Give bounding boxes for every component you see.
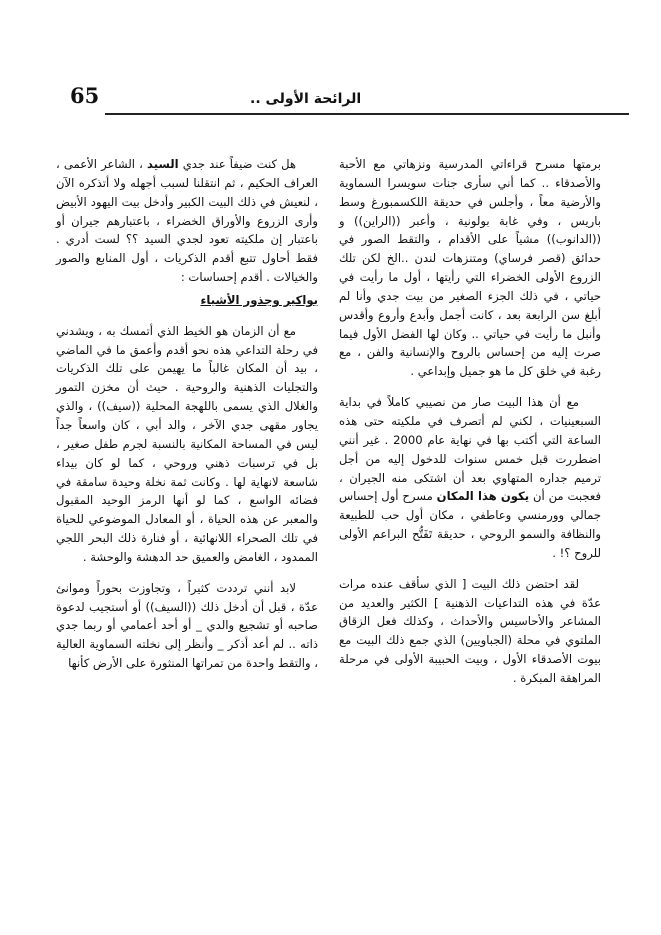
left-paragraph-2: مع أن الزمان هو الخيط الذي أتمسك به ، ويشدني في رحلة التداعي هذه نحو أقدم وأعمق ما في الماضي ، بيد أن المكان غالباً ما يهيمن على تلك الذكريات والتجليات الذهنية والروحية . حيث أن مخزن التمور والغلال الذي يسمى باللهجة المحلية ((سيف)) ، والذي يجاور مقهى جدي الآخر ، والد أبي ، كان واسعاً جداً ليس في المساحة المكانية بالنسبة لجرم طفل صغير ، بل في ترسبات ذهني وروحي ، كما لو كان بيداء شاسعة لانهاية لها . وكانت ثمة نخلة وحيدة سامقة في فضائه الواسع ، كما لو أنها الرمز الوحيد المقبول والمعبر عن هذه الحياة ، أو المعادل الموضوعي للحياة في تلك الصحراء اللانهائية ، أو فنارة ذلك البحر اللجي الممدود ، الغامض والعميق حد الدهشة والوحشة .	[56, 323, 318, 564]
right-paragraph-2	[339, 393, 601, 563]
right-column	[339, 155, 601, 688]
right-paragraph-2-text: مع أن هذا البيت صار من نصيبي كاملاً في بداية السبعينيات ، لكني لم أتصرف في ملكيته حتى هذه الساعة التي أكتب بها في نهاية عام 2000 . غير أنني اضطررت قبل خمس سنوات للدخول إليه من أجل ترميم جداره المتهاوي بعد أن اشتكى منه الجيران ، فعجبت من أن	[339, 395, 601, 504]
left-paragraph-1-text-end: ، الشاعر الأعمى ، العراف الحكيم ، ثم انتقلنا لسبب أجهله ولا أتذكره الآن ، لنعيش في ذلك البيت الكبير وأدخل بيت اليهود الأبيض وأرى الزروع والأوراق الخضراء ، باعتبارهم جيران أو باعتبار إن ملكيته تعود لجدي السيد ؟؟ لست أدري . فقط أحاول تتبع أقدم الذكريات ، أول المنابع والصور والخيالات . أقدم إحساسات :	[56, 157, 318, 285]
running-title: الرائحة الأولى ..	[250, 91, 362, 107]
section-heading: بواكير وجذور الأشياء	[200, 292, 318, 307]
left-paragraph-1-bold: السيد	[147, 157, 179, 171]
page-number: 65	[70, 83, 100, 108]
right-paragraph-1: برمتها مسرح قراءاتي المدرسية ونزهاتي مع الأحبة والأصدقاء .. كما أني سأرى جنات سويسرا السماوية والأرضية معاً ، وأجلس في حديقة اللكسمبورغ وسط باريس ، وفي غابة بولونية ، وأعبر ((الراين)) و ((الدانوب)) مشياً على الأقدام ، والتقط الصور في حدائق (قصر فرساي) ومتنزهات لندن ..الخ لكن تلك الزروع الأولى الخضراء التي رأيتها ، أول ما رأيت في حياتي ، في ذلك الجزء الصغير من بيت جدي وأنا لم أبلغ سن الرابعة بعد ، كانت أجمل وأبدع وأروع وأقدس وأنبل ما رأيت في حياتي .. وكان لها الفضل الأول فيما صرت إليه من إحساس بالروح والإنسانية والفن ، مع رغبة في خلق كل ما هو جميل وإبداعي .	[339, 157, 601, 379]
right-paragraph-2-bold: يكون هذا المكان	[436, 489, 530, 504]
left-paragraph-3: لابد أنني ترددت كثيراً ، وتجاوزت بحوراً وموانئ عدّة ، قبل أن أدخل ذلك ((السيف)) أو أستجيب لدعوة صاحبه أو تشجيع والدي _ أو أحد أعمامي أو ربما جدي ذاته .. لم أعد أذكر _ وأنظر إلى نخلته السماوية العالية ، والتقط واحدة من تمراتها المنثورة على الأرض كأنها	[56, 580, 318, 671]
header-rule	[105, 113, 629, 115]
left-column	[56, 155, 318, 673]
right-paragraph-2-text-end: مسرح أول إحساس جمالي وورمنسي وعاطفي ، مكان أول حب للطبيعة والنظافة والسمو الروحي ، حديقة تَفَتُّح البراعم الأولى للروح ؟! .	[339, 489, 601, 560]
right-paragraph-3: لقد احتضن ذلك البيت [ الذي سأقف عنده مرات عدّة في هذه التداعيات الذهنية ] الكثير والعديد من المشاعر والأحاسيس والأحداث ، وكذلك فعل الزقاق الملتوي في محلة (الجباويين) الذي جمع ذلك البيت مع بيوت الأصدقاء الأول ، وبيت الحبيبة الأولى في مرحلة المراهقة المبكرة .	[339, 576, 601, 685]
left-paragraph-1	[56, 155, 318, 287]
left-paragraph-1-text: هل كنت ضيفاً عند جدي	[182, 157, 297, 171]
